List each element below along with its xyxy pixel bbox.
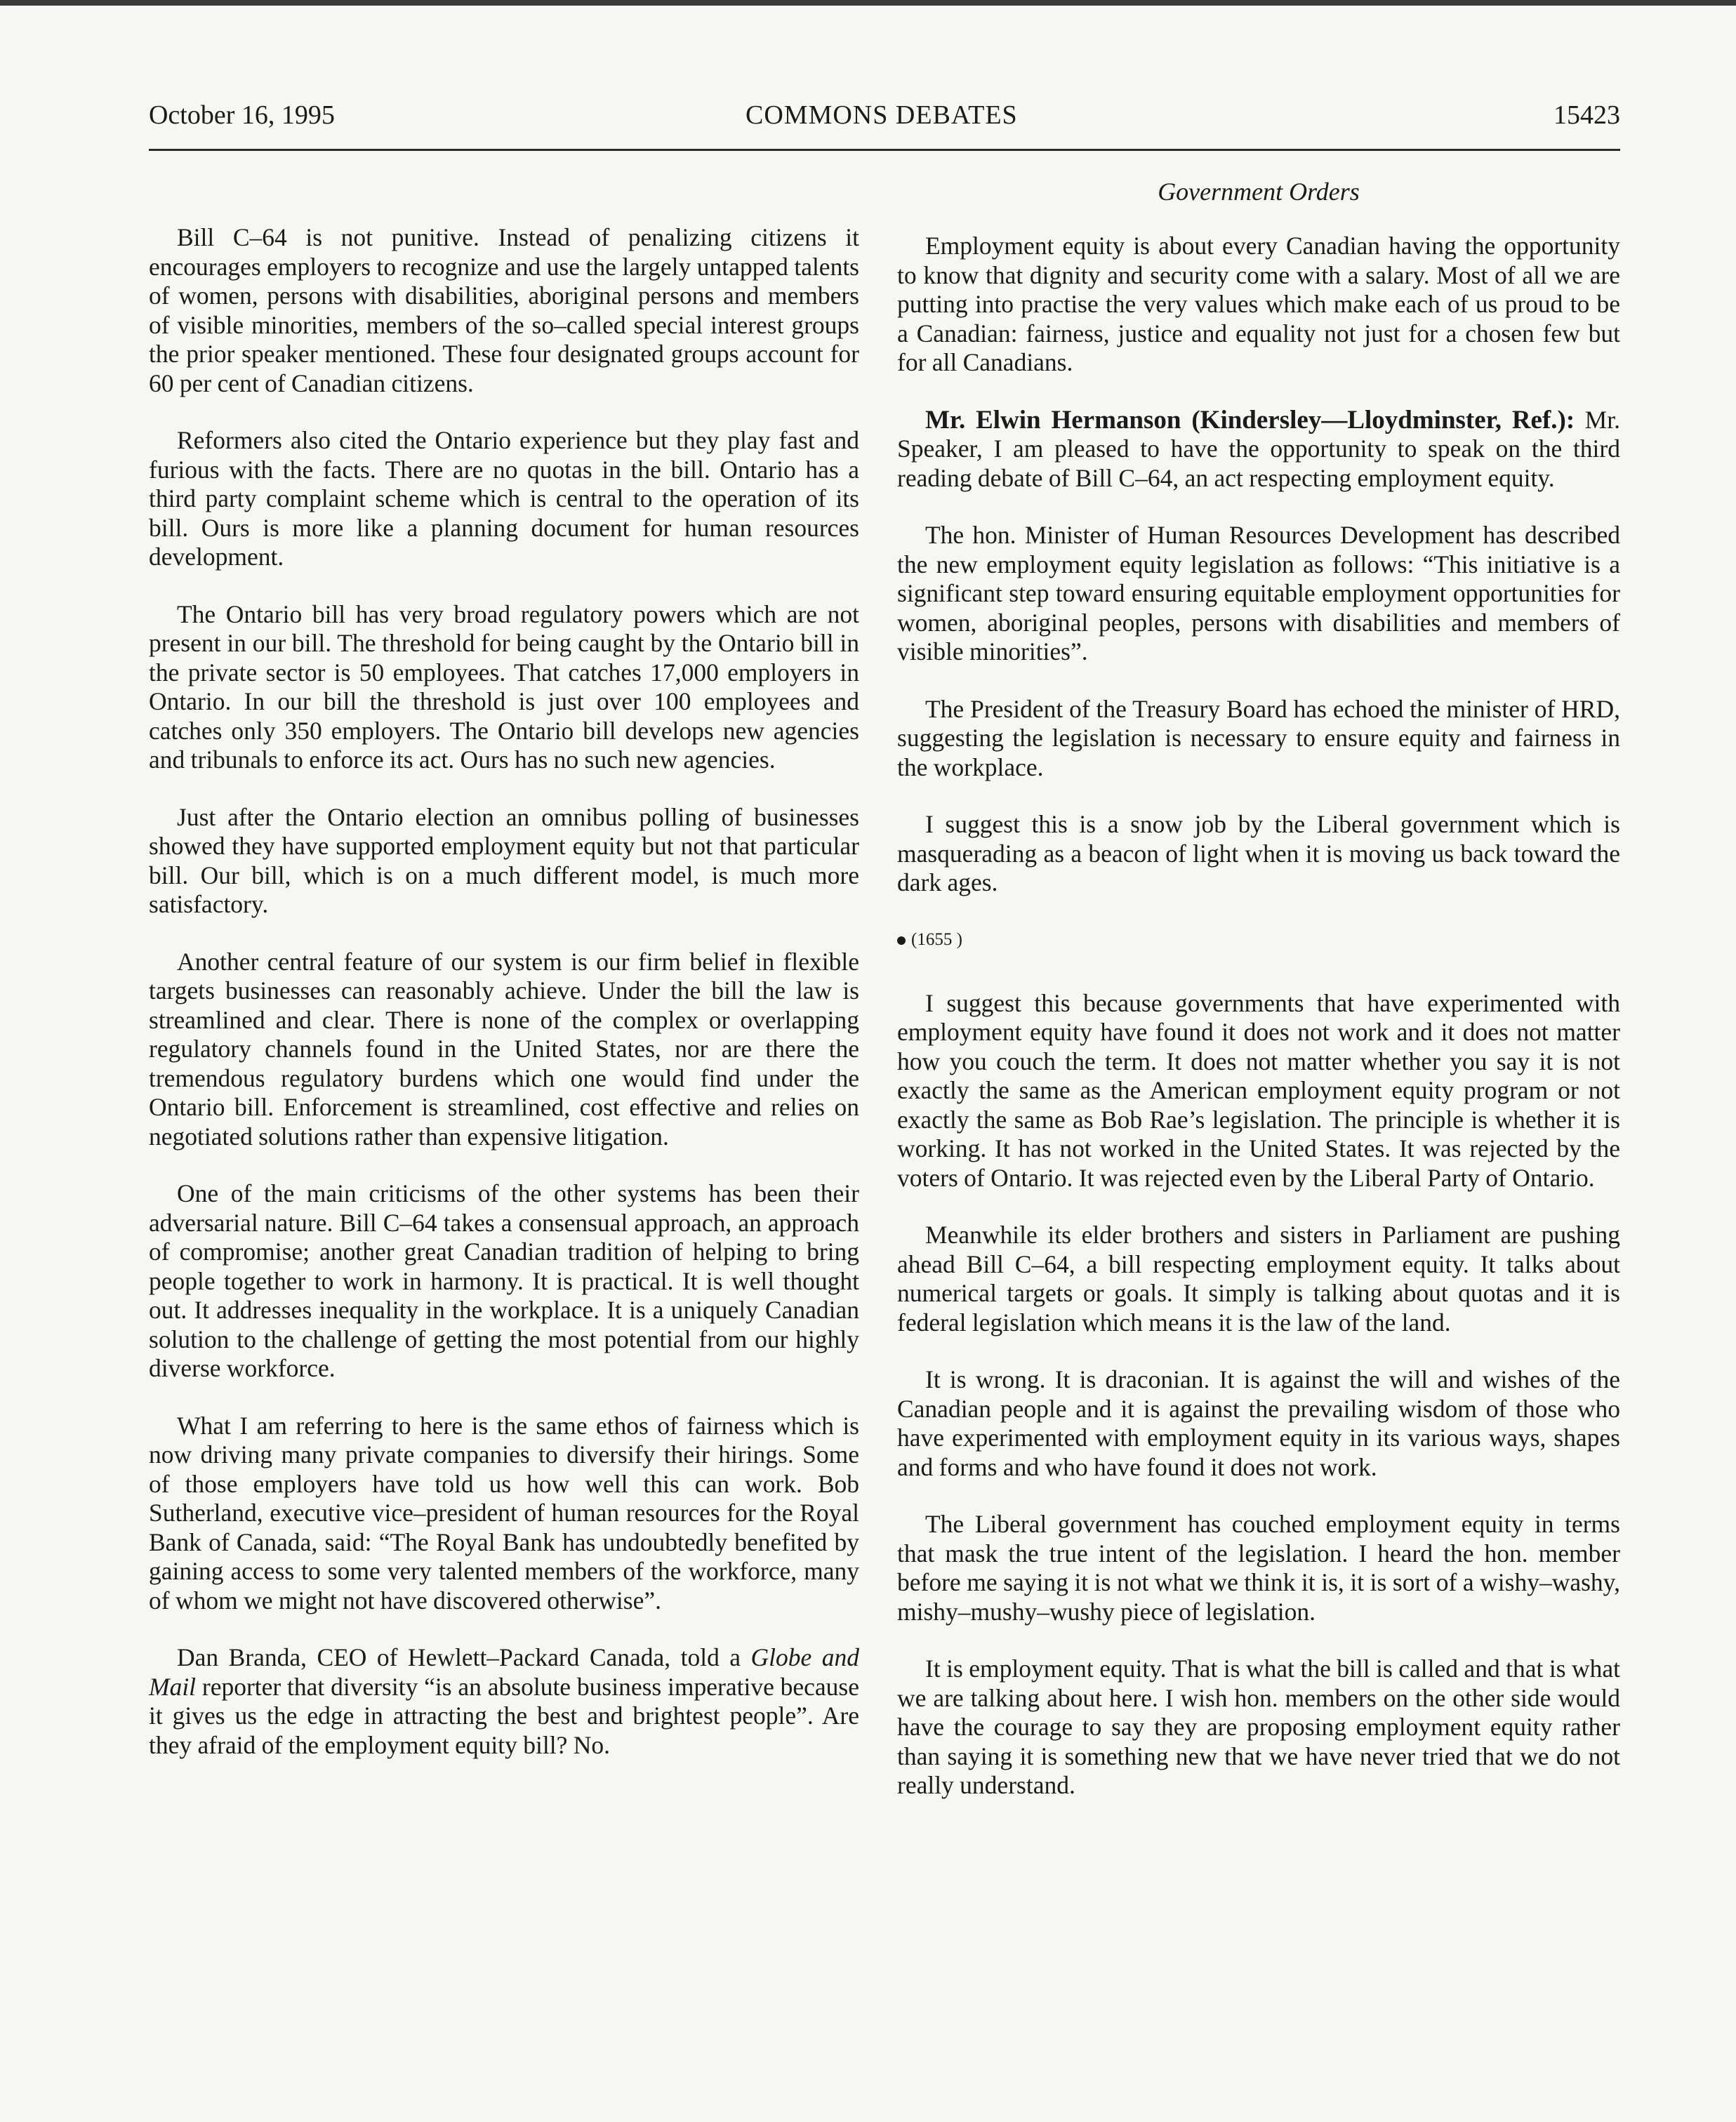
left-column: [149, 223, 859, 1788]
paragraph: Just after the Ontario election an omnibus polling of businesses showed they have supported employment equity but not that particular bill. Our bill, which is on a much different model, is much more satisfactory.: [149, 802, 859, 918]
speaker-paragraph: [897, 406, 1620, 493]
paragraph: I suggest this because governments that have experimented with employment equity have found it does not work and it does not matter how you couch the term. It does not matter whether you say it is not exactly the same as the American employment equity program or not exactly the same as Bob Rae’s legislation. The principle is whether it is working. It has not worked in the United States. It was rejected by the voters of Ontario. It was rejected even by the Liberal Party of Ontario.: [897, 988, 1620, 1192]
time-marker-text: (1655 ): [911, 929, 962, 949]
newspaper-title: Globe and Mail: [149, 1643, 859, 1701]
paragraph: The Ontario bill has very broad regulatory powers which are not present in our bill. The threshold for being caught by the Ontario bill in the private sector is 50 employees. That catches 17,000 employers in Ontario. In our bill the threshold is just over 100 employees and catches only 350 employers. The Ontario bill develops new agencies and tribunals to enforce its act. Ours has no such new agencies.: [149, 599, 859, 774]
paragraph-text: Dan Branda, CEO of Hewlett–Packard Canada, told a: [177, 1643, 751, 1671]
paragraph-text: reporter that diversity “is an absolute business imperative because it gives us the edge in attracting the best and brightest people”. Are they afraid of the employment equity bill? No.: [149, 1672, 859, 1759]
paragraph-last: [149, 1643, 859, 1760]
paragraph: Meanwhile its elder brothers and sisters in Parliament are pushing ahead Bill C–64, a bill respecting employment equity. It talks about numerical targets or goals. It simply is talking about quotas and it is federal legislation which means it is the law of the land.: [897, 1221, 1620, 1337]
section-label: Government Orders: [1158, 178, 1360, 206]
paragraph: The hon. Minister of Human Resources Development has described the new employment equity legislation as follows: “This initiative is a significant step toward ensuring equitable employment opportunities for women, aboriginal peoples, persons with disabilities and members of visible minorities”.: [897, 521, 1620, 665]
paragraph: The President of the Treasury Board has echoed the minister of HRD, suggesting the legislation is necessary to ensure equity and fairness in the workplace.: [897, 694, 1620, 781]
paragraph: It is employment equity. That is what the bill is called and that is what we are talking about here. I wish hon. members on the other side would have the courage to say they are proposing employment equity rather than saying it is something new that we have never tried that we do not really understand.: [897, 1655, 1620, 1799]
speaker-name: Mr. Elwin Hermanson (Kindersley—Lloydminster, Ref.):: [925, 405, 1575, 435]
paragraph: Reformers also cited the Ontario experience but they play fast and furious with the facts. There are no quotas in the bill. Ontario has a third party complaint scheme which is central to the operation of its bill. Ours is more like a planning document for human resources development.: [149, 426, 859, 571]
paragraph: Employment equity is about every Canadian having the opportunity to know that dignity and security come with a salary. Most of all we are putting into practise the very values which make each of us proud to be a Canadian: fairness, justice and equality not just for a chosen few but for all Canadians.: [897, 232, 1620, 376]
scan-top-border: [0, 0, 1736, 6]
header-rule: [149, 149, 1620, 151]
paragraph: I suggest this is a snow job by the Liberal government which is masquerading as a beacon of light when it is moving us back toward the dark ages.: [897, 810, 1620, 896]
time-marker: [897, 926, 1620, 954]
paragraph: Bill C–64 is not punitive. Instead of penalizing citizens it encourages employers to recognize and use the largely untapped talents of women, persons with disabilities, aboriginal persons and members of visible minorities, members of the so–called special interest groups the prior speaker mentioned. These four designated groups account for 60 per cent of Canadian citizens.: [149, 223, 859, 397]
paragraph: It is wrong. It is draconian. It is against the will and wishes of the Canadian people and it is against the prevailing wisdom of those who have experimented with employment equity in its various ways, shapes and forms and who have found it does not work.: [897, 1365, 1620, 1481]
paragraph: The Liberal government has couched employment equity in terms that mask the true intent of the legislation. I heard the hon. member before me saying it is not what we think it is, it is sort of a wishy–washy, mishy–mushy–wushy piece of legislation.: [897, 1510, 1620, 1626]
speaker-text: Mr. Speaker, I am pleased to have the opportunity to speak on the third reading debate of Bill C–64, an act respecting employment equity.: [897, 405, 1620, 492]
right-column: [897, 232, 1620, 1829]
header-title: COMMONS DEBATES: [746, 100, 1018, 130]
header-date: October 16, 1995: [149, 100, 335, 130]
paragraph: Another central feature of our system is our firm belief in flexible targets businesses can reasonably achieve. Under the bill the law is streamlined and clear. There is none of the complex or overlapping regulatory channels found in the United States, nor are there the tremendous regulatory burdens which one would find under the Ontario bill. Enforcement is streamlined, cost effective and relies on negotiated solutions rather than expensive litigation.: [149, 947, 859, 1150]
bullet-icon: [897, 936, 906, 945]
header-page-number: 15423: [1553, 100, 1620, 130]
paragraph: One of the main criticisms of the other systems has been their adversarial nature. Bill C–64 takes a consensual approach, an approach of compromise; another great Canadian tradition of helping to bring people together to work in harmony. It is practical. It is well thought out. It addresses inequality in the workplace. It is a uniquely Canadian solution to the challenge of getting the most potential from our highly diverse workforce.: [149, 1179, 859, 1382]
paragraph: What I am referring to here is the same ethos of fairness which is now driving many private companies to diversify their hirings. Some of those employers have told us how well this can work. Bob Sutherland, executive vice–president of human resources for the Royal Bank of Canada, said: “The Royal Bank has undoubtedly benefited by gaining access to some very talented members of the workforce, many of whom we might not have discovered otherwise”.: [149, 1411, 859, 1614]
page-header: [149, 100, 1620, 149]
